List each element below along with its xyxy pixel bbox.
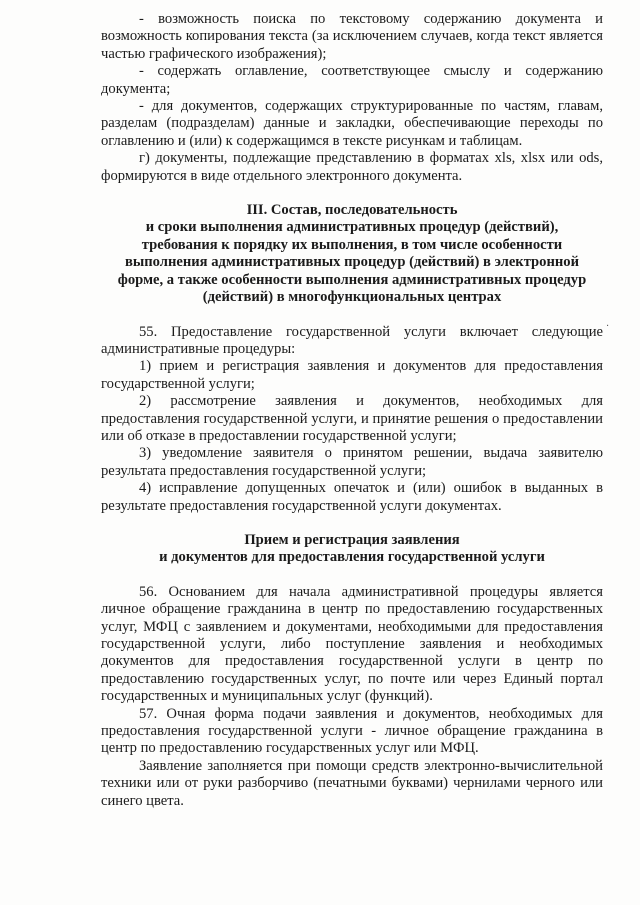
paragraph-bookmarks: - для документов, содержащих структурированные по частям, главам, разделам (подразделам) данные и закладки, обеспечивающие переходы по оглавлению и (или) к содержащимся в тексте рисункам и таблицам. [101,98,603,149]
procedure-item-4: 4) исправление допущенных опечаток и (или) ошибок в выданных в результате предоставления государственной услуги документах. [101,480,603,514]
paragraph-spreadsheet-formats: г) документы, подлежащие представлению в форматах xls, xlsx или ods, формируются в виде отдельного электронного документа. [101,150,603,184]
procedure-item-3: 3) уведомление заявителя о принятом решении, выдача заявителю результата предоставления государственной услуги; [101,445,603,479]
section-3-heading-line-6: (действий) в многофункциональных центрах [202,289,502,306]
procedure-item-2: 2) рассмотрение заявления и документов, необходимых для предоставления государственной услуги, и принятие решения о предоставлении или об отказе в предоставлении государственной услуги; [101,393,603,444]
procedure-item-1: 1) прием и регистрация заявления и документов для предоставления государственной услуги; [101,358,603,392]
paragraph-search-copy: - возможность поиска по текстовому содержанию документа и возможность копирования текста (за исключением случаев, когда текст является частью графического изображения); [101,11,603,62]
subsection-heading [101,532,603,567]
paragraph-57: 57. Очная форма подачи заявления и документов, необходимых для предоставления государственной услуги - личное обращение гражданина в центр по предоставлению государственных услуг или МФЦ. [101,705,603,757]
paragraph-56: 56. Основанием для начала административной процедуры является личное обращение гражданина в центр по предоставлению государственных услуг, МФЦ с заявлением и документами, необходимыми для предоставления государственной услуги, либо поступление заявления и необходимых документов для предоставления государственной услуги в центр по предоставлению государственных услуг, по почте или через Единый портал государственных и муниципальных услуг (функций). [101,583,603,705]
section-3-heading-line-4: выполнения административных процедур (действий) в электронной [124,254,579,271]
paragraph-55-intro: 55. Предоставление государственной услуги включает следующие административные процедуры: [101,323,603,357]
subsection-heading-line-1: Прием и регистрация заявления [244,531,460,548]
section-3-heading-line-3: требования к порядку их выполнения, в том числе особенности [141,236,563,253]
paragraph-application-filling: Заявление заполняется при помощи средств электронно-вычислительной техники или от руки разборчиво (печатными буквами) чернилами черного или синего цвета. [101,757,603,809]
subsection-heading-line-2: и документов для предоставления государственной услуги [159,549,545,566]
paragraph-toc: - содержать оглавление, соответствующее смыслу и содержанию документа; [101,63,603,97]
section-3-heading-line-2: и сроки выполнения административных процедур (действий), [145,219,559,236]
section-3-heading [101,202,603,306]
section-3-heading-line-1: III. Состав, последовательность [246,202,458,219]
document-body [101,11,603,810]
section-3-heading-line-5: форме, а также особенности выполнения административных процедур [117,271,587,288]
scan-dot-mark: · [606,321,610,332]
